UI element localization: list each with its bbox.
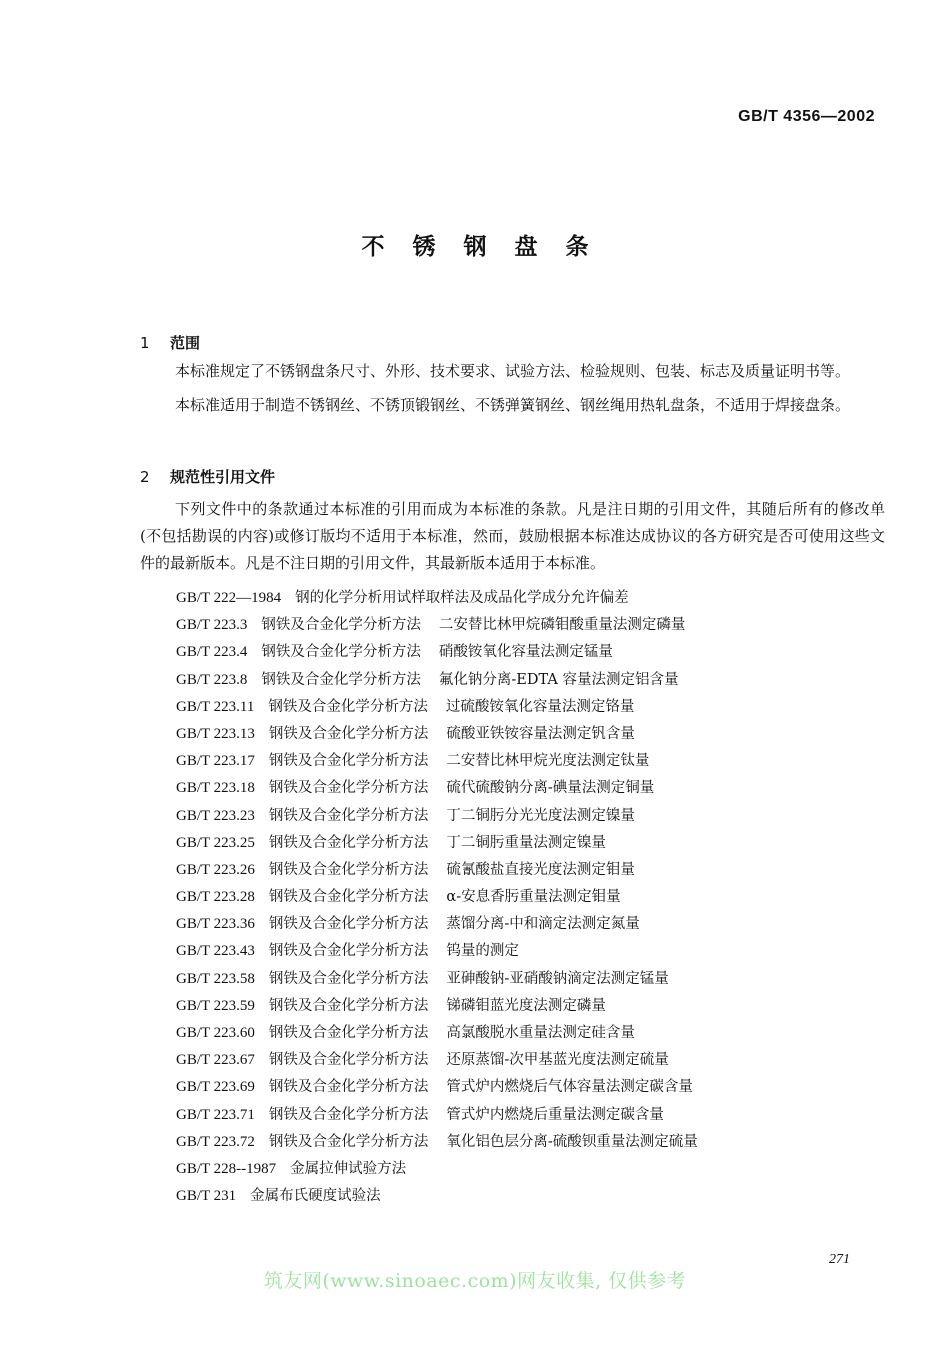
reference-method: 还原蒸馏-次甲基蓝光度法测定硫量	[446, 1052, 669, 1069]
reference-item	[176, 911, 698, 938]
reference-method: 金属布氏硬度试验法	[250, 1188, 381, 1205]
reference-method: 硫代硫酸钠分离-碘量法测定铜量	[446, 780, 655, 797]
reference-code: GB/T 223.26	[176, 861, 255, 878]
reference-item	[176, 1102, 698, 1129]
reference-code: GB/T 223.58	[176, 970, 255, 987]
reference-method: 亚砷酸钠-亚硝酸钠滴定法测定锰量	[446, 970, 669, 987]
reference-code: GB/T 223.8	[176, 671, 248, 688]
reference-method: 锑磷钼蓝光度法测定磷量	[446, 997, 606, 1014]
reference-method: 钨量的测定	[446, 943, 519, 960]
reference-item	[176, 830, 698, 857]
footer-watermark: 筑友网(www.sinoaec.com)网友收集, 仅供参考	[263, 1270, 687, 1292]
document-title: 不 锈 钢 盘 条	[361, 234, 599, 260]
section-1-title: 范围	[170, 334, 201, 352]
reference-method: 硫酸亚铁铵容量法测定钒含量	[446, 725, 635, 742]
reference-series: 钢铁及合金化学分析方法	[268, 780, 429, 797]
reference-method: 二安替比林甲烷光度法测定钛量	[446, 753, 650, 770]
reference-item	[176, 857, 698, 884]
reference-method: 硝酸铵氧化容量法测定锰量	[438, 644, 613, 661]
section-2-title: 规范性引用文件	[170, 468, 276, 486]
section-2-number: 2	[140, 468, 150, 486]
reference-code: GB/T 223.59	[176, 997, 255, 1014]
reference-code: GB/T 223.28	[176, 889, 255, 906]
reference-code: GB/T 231	[176, 1188, 237, 1205]
reference-item	[176, 667, 698, 694]
reference-item	[176, 884, 698, 911]
reference-item	[176, 1020, 698, 1047]
reference-series: 钢铁及合金化学分析方法	[268, 1025, 429, 1041]
reference-code: GB/T 223.13	[176, 725, 255, 742]
reference-method: 管式炉内燃烧后重量法测定碳含量	[446, 1106, 664, 1123]
reference-code: GB/T 223.17	[176, 753, 255, 770]
reference-series: 钢铁及合金化学分析方法	[261, 644, 421, 661]
reference-code: GB/T 223.18	[176, 780, 255, 797]
reference-code: GB/T 223.23	[176, 807, 255, 824]
section-1-paragraph-1: 本标准规定了不锈钢盘条尺寸、外形、技术要求、试验方法、检验规则、包装、标志及质量证明书等。	[175, 362, 851, 380]
section-2-paragraph: 下列文件中的条款通过本标准的引用而成为本标准的条款。凡是注日期的引用文件，其随后所有的修改单(不包括勘误的内容)或修订版均不适用于本标准，然而，鼓励根据本标准达成协议的各方研究是否可使用这些文件的最新版本。凡是不注日期的引用文件，其最新版本适用于本标准。	[140, 500, 885, 572]
section-1-heading	[140, 332, 200, 353]
reference-item	[176, 966, 698, 993]
reference-method: 二安替比林甲烷磷钼酸重量法测定磷量	[438, 617, 686, 634]
reference-code: GB/T 223.60	[176, 1025, 255, 1041]
reference-item	[176, 803, 698, 830]
reference-method: 高氯酸脱水重量法测定硅含量	[446, 1025, 635, 1041]
reference-series: 钢铁及合金化学分析方法	[268, 970, 429, 987]
reference-method: 钢的化学分析用试样取样法及成品化学成分允许偏差	[295, 590, 629, 606]
reference-series: 钢铁及合金化学分析方法	[268, 889, 429, 906]
reference-code: GB/T 223.3	[176, 617, 248, 634]
reference-code: GB/T 223.43	[176, 943, 255, 960]
reference-item	[176, 721, 698, 748]
reference-method: α-安息香肟重量法测定钼量	[446, 889, 621, 906]
reference-item	[176, 775, 698, 802]
reference-method: 金属拉伸试验方法	[290, 1160, 407, 1177]
reference-item	[176, 1074, 698, 1101]
reference-method: 硫氰酸盐直接光度法测定钼量	[446, 861, 635, 878]
reference-series: 钢铁及合金化学分析方法	[268, 698, 428, 715]
reference-code: GB/T 223.25	[176, 834, 255, 851]
reference-item	[176, 585, 698, 612]
reference-item	[176, 1183, 698, 1210]
reference-series: 钢铁及合金化学分析方法	[261, 671, 421, 688]
reference-code: GB/T 223.4	[176, 644, 248, 661]
reference-item	[176, 612, 698, 639]
reference-item	[176, 748, 698, 775]
reference-code: GB/T 223.72	[176, 1133, 255, 1150]
standard-code: GB/T 4356—2002	[738, 108, 875, 125]
reference-code: GB/T 223.36	[176, 916, 255, 933]
page-number: 271	[829, 1252, 850, 1267]
reference-series: 钢铁及合金化学分析方法	[268, 834, 429, 851]
reference-item	[176, 639, 698, 666]
section-2-heading	[140, 466, 275, 487]
reference-series: 钢铁及合金化学分析方法	[268, 1079, 429, 1096]
section-1-number: 1	[140, 334, 150, 352]
reference-series: 钢铁及合金化学分析方法	[268, 1052, 429, 1069]
reference-series: 钢铁及合金化学分析方法	[268, 807, 429, 824]
reference-item	[176, 1156, 698, 1183]
reference-method: 丁二铜肟分光光度法测定镍量	[446, 807, 635, 824]
reference-series: 钢铁及合金化学分析方法	[268, 997, 429, 1014]
reference-series: 钢铁及合金化学分析方法	[268, 861, 429, 878]
reference-method: 氟化钠分离-EDTA 容量法测定铝含量	[438, 671, 679, 688]
reference-code: GB/T 223.11	[176, 698, 255, 715]
reference-method: 蒸馏分离-中和滴定法测定氮量	[446, 916, 640, 933]
reference-method: 氧化铝色层分离-硫酸钡重量法测定硫量	[446, 1133, 698, 1150]
reference-series: 钢铁及合金化学分析方法	[268, 916, 429, 933]
reference-method: 丁二铜肟重量法测定镍量	[446, 834, 606, 851]
reference-series: 钢铁及合金化学分析方法	[261, 617, 421, 634]
reference-series: 钢铁及合金化学分析方法	[268, 943, 429, 960]
reference-item	[176, 993, 698, 1020]
reference-code: GB/T 223.69	[176, 1079, 255, 1096]
section-1-paragraph-2: 本标准适用于制造不锈钢丝、不锈顶锻钢丝、不锈弹簧钢丝、钢丝绳用热轧盘条，不适用于焊接盘条。	[175, 396, 851, 414]
reference-code: GB/T 222—1984	[176, 590, 282, 606]
reference-series: 钢铁及合金化学分析方法	[268, 1106, 429, 1123]
reference-series: 钢铁及合金化学分析方法	[268, 725, 429, 742]
reference-series: 钢铁及合金化学分析方法	[268, 1133, 429, 1150]
reference-item	[176, 1047, 698, 1074]
reference-series: 钢铁及合金化学分析方法	[268, 753, 429, 770]
reference-item	[176, 694, 698, 721]
reference-item	[176, 1129, 698, 1156]
reference-code: GB/T 228--1987	[176, 1160, 277, 1177]
reference-code: GB/T 223.71	[176, 1106, 255, 1123]
normative-references-list	[176, 585, 698, 1210]
reference-method: 过硫酸铵氧化容量法测定铬量	[445, 698, 635, 715]
reference-item	[176, 938, 698, 965]
reference-method: 管式炉内燃烧后气体容量法测定碳含量	[446, 1079, 693, 1096]
reference-code: GB/T 223.67	[176, 1052, 255, 1069]
